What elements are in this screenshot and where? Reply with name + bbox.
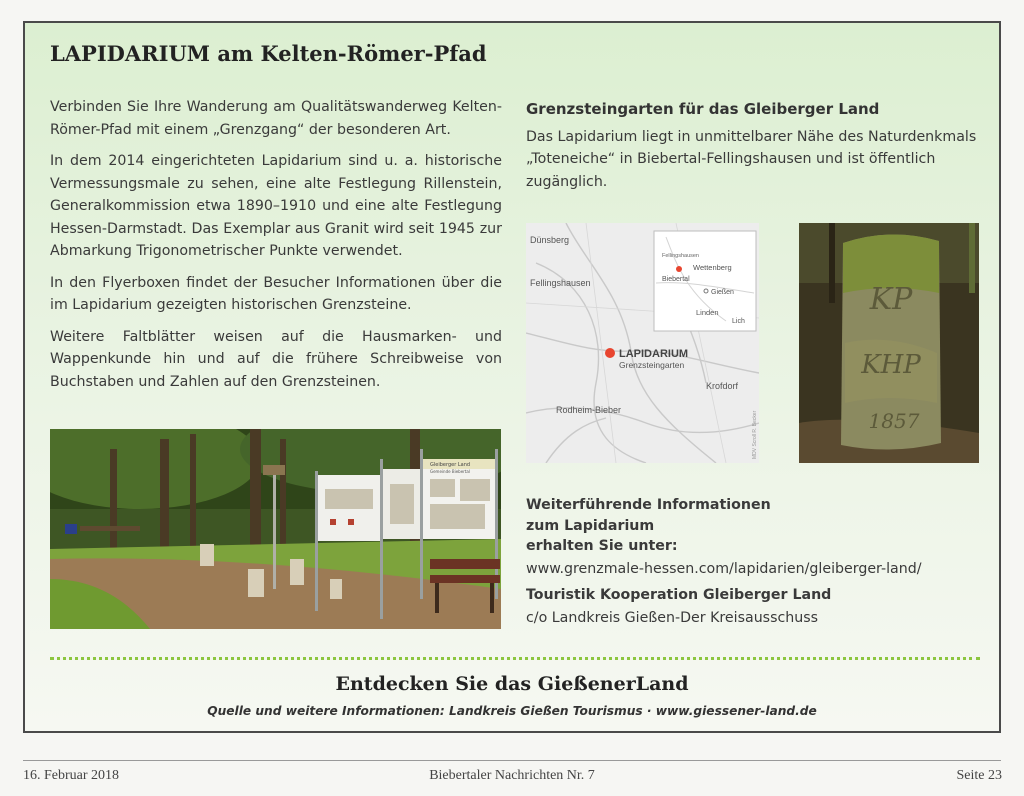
left-column (50, 96, 502, 402)
dotted-divider (50, 657, 980, 660)
inset-place-5: Lich (732, 318, 745, 325)
lapidarium-marker-icon (605, 348, 615, 358)
map-sub-label: Grenzsteingarten (619, 360, 685, 370)
stone-graphic (799, 223, 979, 463)
info-url-link[interactable]: www.grenzmale-hessen.com/lapidarien/gleiberger-land/ (526, 560, 922, 577)
paragraph-2: In dem 2014 eingerichteten Lapidarium sind u. a. historische Vermessungsmale zu sehen, eine alte Festlegung Rillenstein, Generalkommission etwa 1890–1910 und eine alte Festlegung Hessen-Darmstadt. Das Exemplar aus Granit wird seit 1945 zur Abmarkung Trigonometrischer Punkte verwendet. (50, 153, 502, 259)
info-heading-line3: erhalten Sie unter: (526, 538, 678, 554)
map-place-1: Fellingshausen (530, 278, 591, 288)
location-map (526, 223, 759, 463)
info-heading-line1: Weiterführende Informationen (526, 497, 771, 513)
info-org: Touristik Kooperation Gleiberger Land (526, 587, 832, 603)
map-place-2: Rodheim-Bieber (556, 405, 622, 415)
article-title: LAPIDARIUM am Kelten-Römer-Pfad (50, 41, 487, 66)
info-block (526, 495, 986, 628)
inset-marker-icon (676, 266, 682, 272)
footer-date: 16. Februar 2018 (23, 768, 120, 783)
stone-inscription-2: KHP (861, 350, 921, 380)
map-credit: MDV Scroll R. Becker (752, 410, 758, 459)
inset-place-3: Gießen (711, 289, 734, 296)
banner-slogan: Entdecken Sie das GießenerLand (335, 673, 689, 695)
map-main-label: LAPIDARIUM (619, 348, 689, 360)
inset-place-0: Fellingshausen (662, 253, 699, 259)
paragraph-1: Verbinden Sie Ihre Wanderung am Qualitätswanderweg Kelten-Römer-Pfad mit einem „Grenzgang“ der besonderen Art. (50, 99, 502, 138)
site-graphic (50, 429, 501, 629)
lapidarium-site-photo (50, 429, 501, 629)
banner-source: Quelle und weitere Informationen: Landkreis Gießen Tourismus · www.giessener-land.de (207, 704, 817, 718)
boundary-stone-photo (799, 223, 979, 463)
stone-inscription-3: 1857 (868, 409, 920, 433)
stone-inscription-1: KP (869, 282, 913, 317)
footer-page: Seite 23 (956, 768, 1002, 783)
inset-place-1: Biebertal (662, 276, 690, 283)
inset-place-2: Wettenberg (693, 263, 732, 272)
info-heading-line2: zum Lapidarium (526, 517, 655, 534)
paragraph-3: In den Flyerboxen findet der Besucher Informationen über die im Lapidarium gezeigten historischen Grenzsteine. (50, 274, 502, 313)
inset-place-4: Linden (696, 308, 719, 317)
map-graphic (526, 223, 759, 463)
right-heading: Grenzsteingarten für das Gleiberger Land (526, 100, 880, 118)
footer-rule (23, 760, 1001, 761)
right-paragraph: Das Lapidarium liegt in unmittelbarer Nähe des Naturdenkmals „Toteneiche“ in Biebertal-Fellingshausen und ist öffentlich zugänglich. (526, 128, 977, 190)
signboard-subheading: Gemeinde Biebertal (430, 469, 470, 474)
article-box (23, 21, 1001, 733)
paragraph-4: Weitere Faltblätter weisen auf die Hausmarken- und Wappenkunde hin und auf die frühere Schreibweise von Buchstaben und Zahlen auf den Grenzsteinen. (50, 328, 502, 390)
map-place-0: Dünsberg (530, 235, 570, 245)
right-column (526, 98, 981, 193)
map-place-3: Krofdorf (706, 381, 739, 391)
footer-publication: Biebertaler Nachrichten Nr. 7 (429, 768, 595, 783)
info-address: c/o Landkreis Gießen-Der Kreisausschuss (526, 609, 819, 626)
signboard-heading: Gleiberger Land (430, 462, 471, 468)
